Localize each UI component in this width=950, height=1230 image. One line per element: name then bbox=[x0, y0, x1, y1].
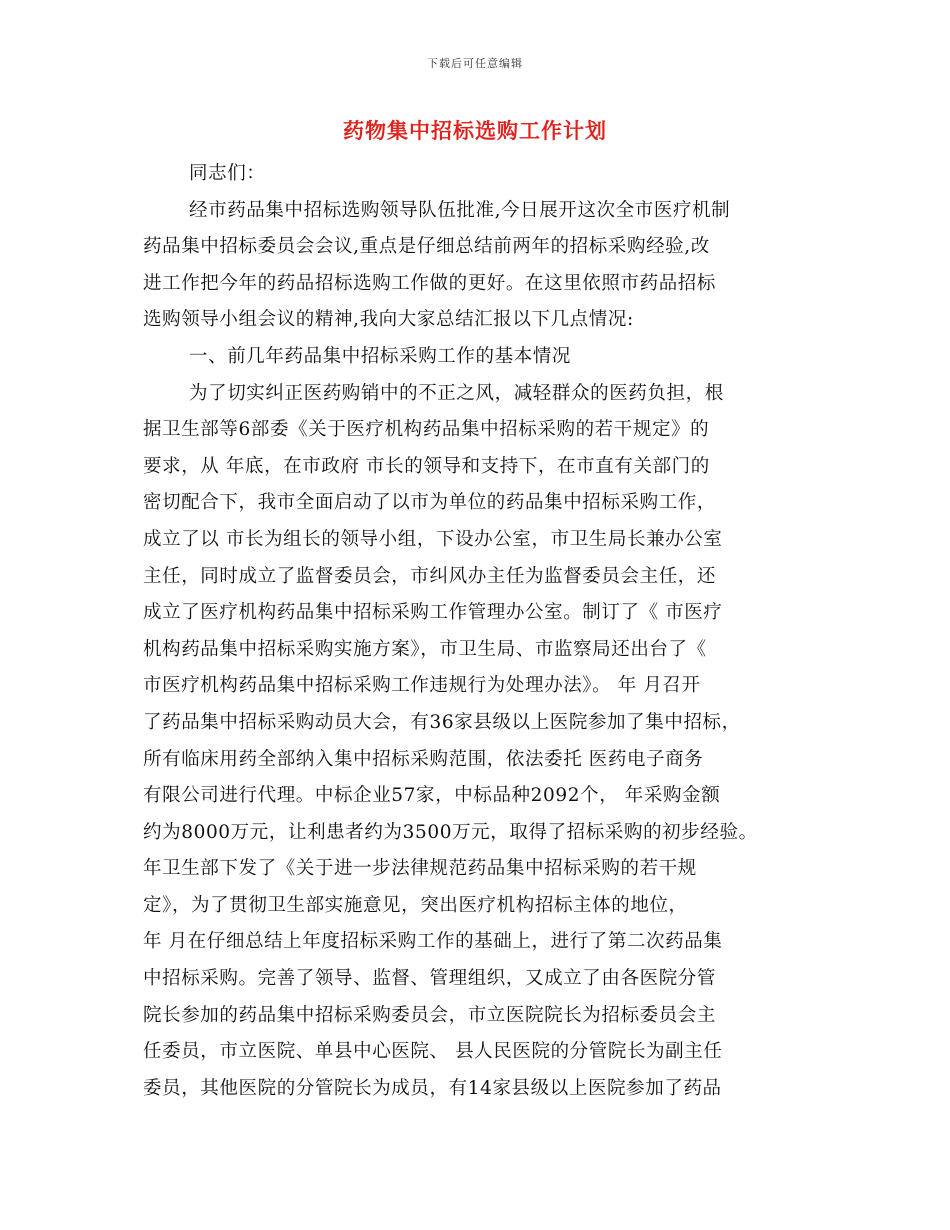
text-line: 据卫生部等6部委《关于医疗机构药品集中招标采购的若干规定》的 bbox=[143, 419, 710, 441]
text-line: 要求，从 年底，在市政府 市长的领导和支持下，在市直有关部门的 bbox=[143, 455, 710, 477]
text-line: 成立了医疗机构药品集中招标采购工作管理办公室。制订了《 市医疗 bbox=[143, 602, 723, 624]
text-line: 主任，同时成立了监督委员会，市纠风办主任为监督委员会主任，还 bbox=[143, 565, 717, 587]
text-line: 中招标采购。完善了领导、监督、管理组织，又成立了由各医院分管 bbox=[143, 968, 717, 990]
text-line: 院长参加的药品集中招标采购委员会，市立医院院长为招标委员会主 bbox=[143, 1004, 717, 1026]
text-line: 约为8000万元，让利患者约为3500万元，取得了招标采购的初步经验。 bbox=[143, 821, 758, 843]
text-line: 委员，其他医院的分管院长为成员，有14家县级以上医院参加了药品 bbox=[143, 1077, 722, 1099]
text-line: 进工作把今年的药品招标选购工作做的更好。在这里依照市药品招标 bbox=[143, 272, 717, 294]
text-line: 选购领导小组会议的精神,我向大家总结汇报以下几点情况: bbox=[143, 309, 634, 331]
text-line: 任委员，市立医院、单县中心医院、 县人民医院的分管院长为副主任 bbox=[143, 1041, 723, 1063]
text-line: 经市药品集中招标选购领导队伍批准,今日展开这次全市医疗机制 bbox=[189, 199, 731, 221]
text-line: 有限公司进行代理。中标企业57家，中标品种2092个， 年采购金额 bbox=[143, 785, 721, 807]
header-note: 下载后可任意编辑 bbox=[427, 57, 523, 70]
text-line: 了药品集中招标采购动员大会，有36家县级以上医院参加了集中招标， bbox=[143, 711, 741, 733]
document-body bbox=[143, 156, 843, 1107]
document-title: 药物集中招标选购工作计划 bbox=[343, 118, 607, 143]
text-line: 为了切实纠正医药购销中的不正之风，减轻群众的医药负担，根 bbox=[189, 382, 724, 404]
text-line: 密切配合下，我市全面启动了以市为单位的药品集中招标采购工作， bbox=[143, 492, 717, 514]
text-line: 机构药品集中招标采购实施方案》，市卫生局、市监察局还出台了《 bbox=[143, 638, 707, 660]
text-line: 年 月在仔细总结上年度招标采购工作的基础上，进行了第二次药品集 bbox=[143, 931, 723, 953]
text-line: 同志们： bbox=[189, 163, 266, 184]
text-line: 成立了以 市长为组长的领导小组，下设办公室，市卫生局长兼办公室 bbox=[143, 528, 723, 550]
text-line: 所有临床用药全部纳入集中招标采购范围，依法委托 医药电子商务 bbox=[143, 748, 704, 770]
text-line: 定》，为了贯彻卫生部实施意见，突出医疗机构招标主体的地位， bbox=[143, 894, 688, 916]
text-line: 年卫生部下发了《关于进一步法律规范药品集中招标采购的若干规 bbox=[143, 858, 697, 880]
text-line: 市医疗机构药品集中招标采购工作违规行为处理办法》。 年 月召开 bbox=[143, 675, 701, 697]
text-line: 药品集中招标委员会会议,重点是仔细总结前两年的招标采购经验,改 bbox=[143, 236, 710, 258]
text-line: 一、前几年药品集中招标采购工作的基本情况 bbox=[189, 345, 572, 367]
